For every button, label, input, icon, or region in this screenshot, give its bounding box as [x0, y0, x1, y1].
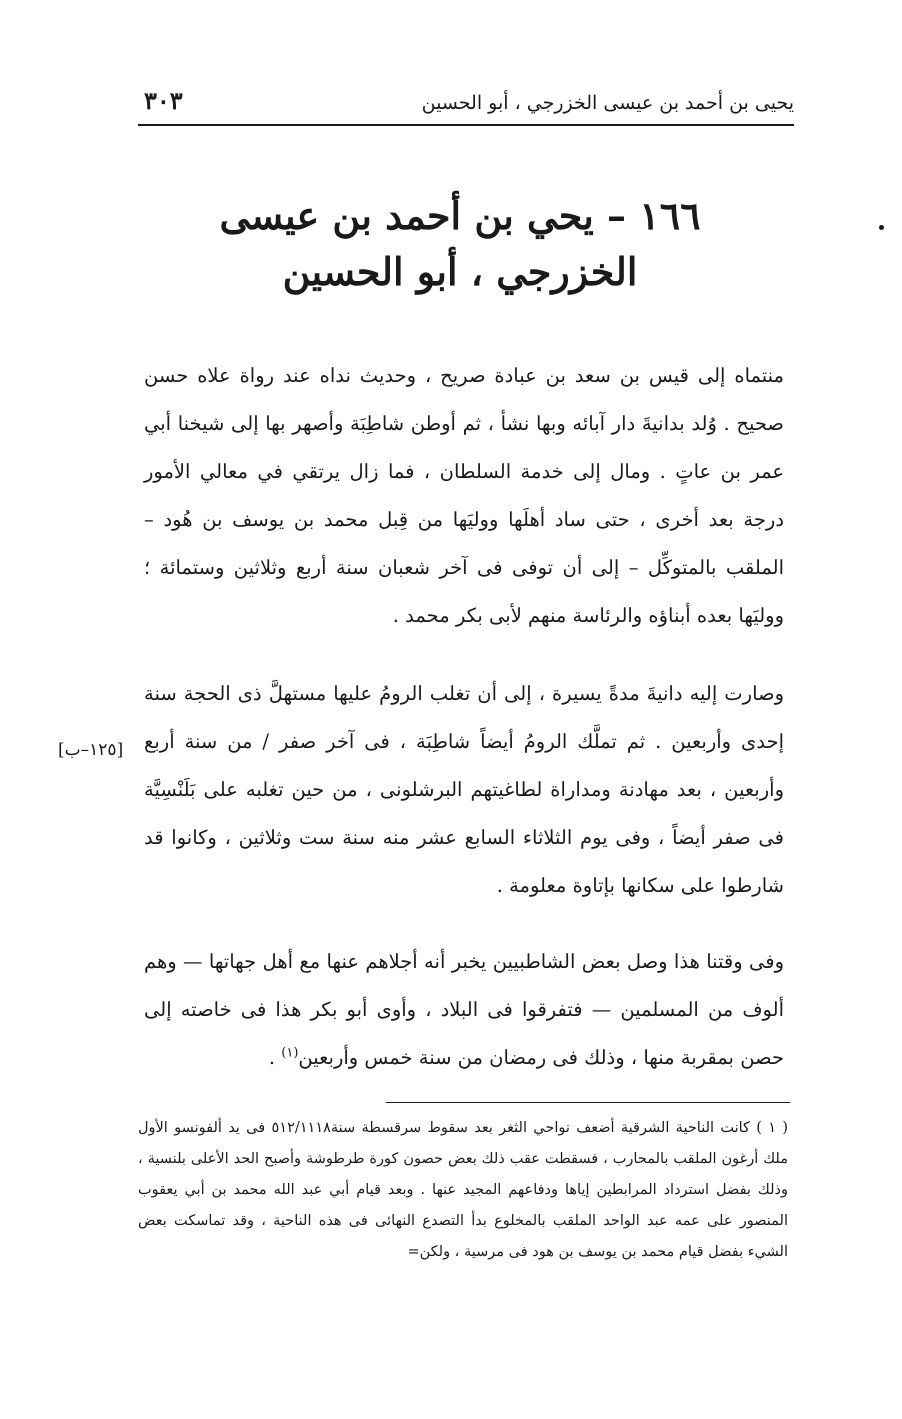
paragraph-1: منتماه إلى قيس بن سعد بن عبادة صريح ، وحديث نداه عند رواة علاه حسن صحيح . وُلد بدانيةَ دار آبائه وبها نشأ ، ثم أوطن شاطِبَة وأصهر بها إلى شيخنا أبي عمر بن عاتٍ . ومال إلى خدمة السلطان ، فما زال يرتقي في معالي الأمور درجة بعد أخرى ، حتى ساد أهلَها ووليَها من قِبل محمد بن يوسف بن هُود – الملقب بالمتوكِّل – إلى أن توفى فى آخر شعبان سنة أربع وثلاثين وستمائة ؛ ووليَها بعده أبناؤه والرئاسة منهم لأبى بكر محمد . [144, 364, 784, 627]
page-number: ٣٠٣ [144, 86, 183, 115]
entry-title-line-2: الخزرجي ، أبو الحسين [282, 249, 638, 294]
paragraph-3 [144, 938, 784, 1082]
paragraph-3-text: وفى وقتنا هذا وصل بعض الشاطبيين يخبر أنه أجلاهم عنها مع أهل جهاتها — وهم ألوف من المسلمين — فتفرقوا فى البلاد ، وأوى أبو بكر هذا فى خاصته إلى حصن بمقربة منها ، وذلك فى رمضان من سنة خمس وأربعين [144, 950, 784, 1069]
ink-dot-mark [879, 225, 884, 230]
paragraph-2: وصارت إليه دانيةَ مدةً يسيرة ، إلى أن تغلب الرومُ عليها مستهلَّ ذى الحجة سنة إحدى وأربعين . ثم تملَّك الرومُ أيضاً شاطِبَة ، فى آخر صفر / من سنة أربع وأربعين ، بعد مهادنة ومداراة لطاغيتهم البرشلونى ، من حين تغلبه على بَلَنْسِيَّة فى صفر أيضاً ، وفى يوم الثلاثاء السابع عشر منه سنة ست وثلاثين ، وكانوا قد شارطوا على سكانها بإتاوة معلومة . [144, 682, 784, 897]
entry-title-line-1: ١٦٦ – يحي بن أحمد بن عيسى [219, 193, 701, 238]
footnote-reference: (١) [281, 1045, 299, 1061]
paragraph-3-end: . [268, 1046, 282, 1069]
running-header [138, 84, 794, 122]
header-rule [138, 124, 794, 126]
manuscript-folio-marker: [١٢٥–ب] [58, 740, 124, 760]
footnote-1: ( ١ ) كانت الناحية الشرقية أضعف نواحي الثغر بعد سقوط سرقسطة سنة٥١٢/١١١٨ فى يد ألفونسو الأول ملك أرغون الملقب بالمحارب ، فسقطت عقب ذلك بعض حصون كورة طرطوشة وأصبح الحد الأعلى بلنسية ، وذلك بفضل استرداد المرابطين إياها ودفاعهم المجيد عنها . وبعد قيام أبي عبد الله محمد بن أبي يعقوب المنصور على عمه عبد الواحد الملقب بالمخلوع بدأ التصدع النهائى فى هذه الناحية ، وقد تماسكت بعض الشيء بفضل قيام محمد بن يوسف بن هود فى مرسية ، ولكن= [138, 1120, 788, 1260]
footnote-rule [386, 1102, 790, 1103]
running-header-title: يحيى بن أحمد بن عيسى الخزرجي ، أبو الحسين [421, 92, 794, 114]
